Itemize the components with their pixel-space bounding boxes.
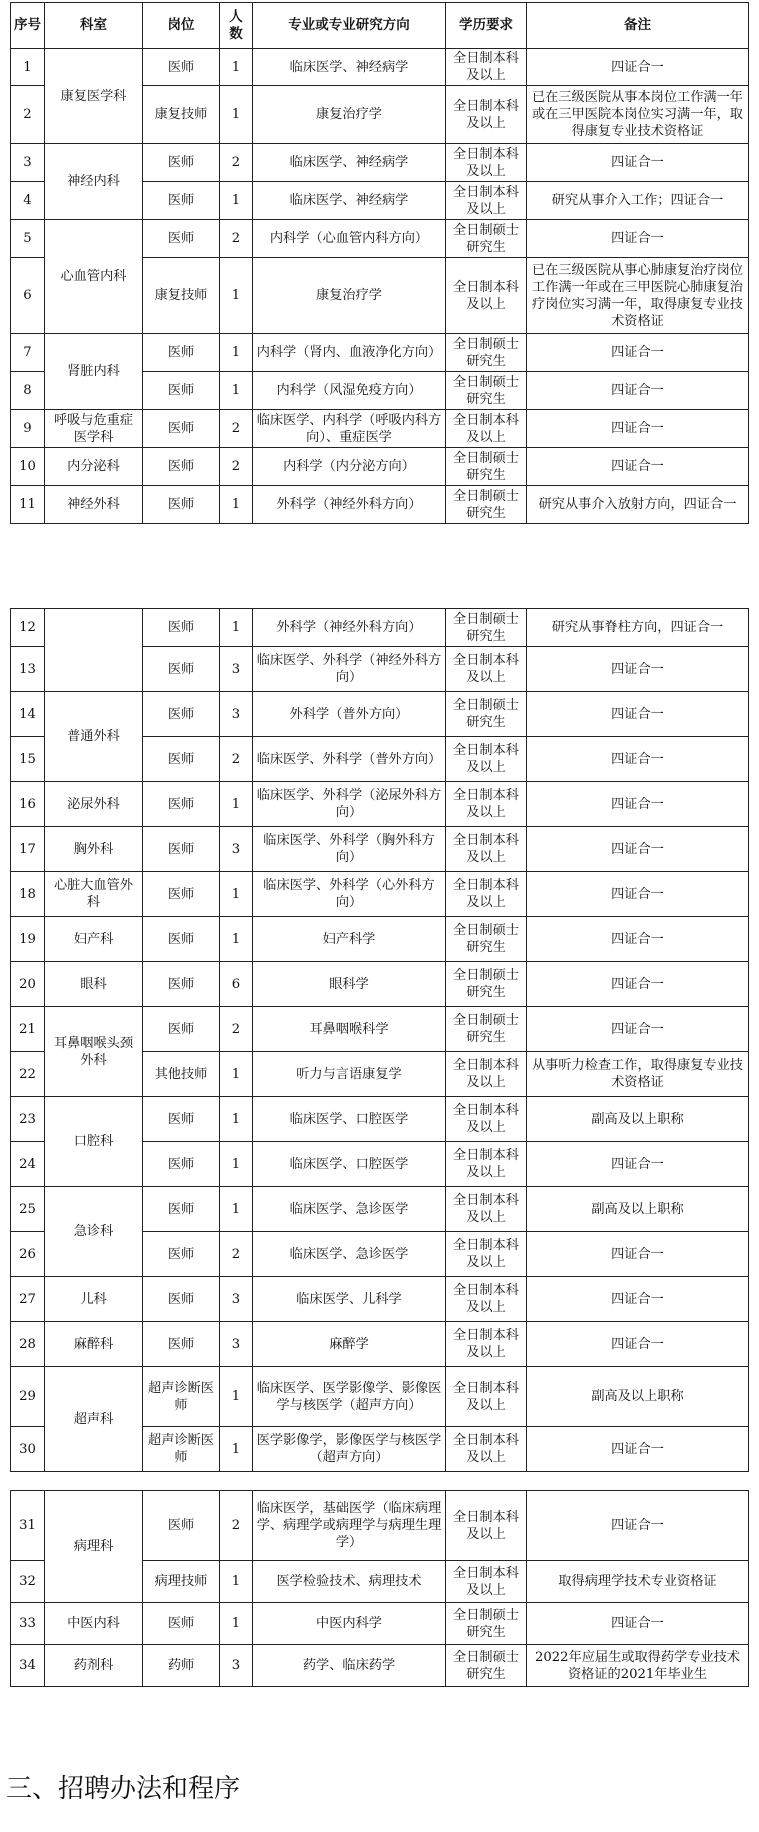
- row-note: 副高及以上职称: [527, 1367, 749, 1427]
- row-no: 30: [11, 1427, 45, 1472]
- row-post: 医师: [143, 448, 220, 486]
- table-row: [11, 827, 749, 872]
- recruitment-table-part-3: [10, 1490, 749, 1687]
- row-post: 医师: [143, 782, 220, 827]
- row-no: 26: [11, 1232, 45, 1277]
- row-no: 33: [11, 1603, 45, 1645]
- row-count: 2: [220, 1491, 253, 1561]
- row-no: 22: [11, 1052, 45, 1097]
- row-edu: 全日制本科及以上: [446, 182, 527, 220]
- row-no: 25: [11, 1187, 45, 1232]
- row-major: 临床医学、外科学（泌尿外科方向）: [253, 782, 446, 827]
- row-post: 医师: [143, 1142, 220, 1187]
- row-edu: 全日制本科及以上: [446, 1232, 527, 1277]
- row-major: 临床医学、神经病学: [253, 182, 446, 220]
- row-count: 2: [220, 1232, 253, 1277]
- row-note: 四证合一: [527, 1277, 749, 1322]
- table-row: [11, 1187, 749, 1232]
- table-row: [11, 334, 749, 372]
- row-note: 四证合一: [527, 1142, 749, 1187]
- table-row: [11, 1097, 749, 1142]
- row-dept: 超声科: [45, 1367, 143, 1472]
- row-note: 取得病理学技术专业资格证: [527, 1561, 749, 1603]
- row-note: 四证合一: [527, 1491, 749, 1561]
- row-post: 病理技师: [143, 1561, 220, 1603]
- row-count: 2: [220, 1007, 253, 1052]
- row-edu: 全日制本科及以上: [446, 144, 527, 182]
- row-note: 四证合一: [527, 647, 749, 692]
- row-edu: 全日制本科及以上: [446, 410, 527, 448]
- row-major: 康复治疗学: [253, 86, 446, 144]
- header-edu: 学历要求: [446, 3, 527, 49]
- row-dept: 病理科: [45, 1491, 143, 1603]
- table-row: [11, 692, 749, 737]
- row-major: 临床医学、急诊医学: [253, 1232, 446, 1277]
- row-dept: 中医内科: [45, 1603, 143, 1645]
- row-post: 医师: [143, 1277, 220, 1322]
- row-edu: 全日制本科及以上: [446, 827, 527, 872]
- table-row: [11, 1645, 749, 1687]
- row-no: 28: [11, 1322, 45, 1367]
- table-row: [11, 609, 749, 647]
- row-post: 超声诊断医师: [143, 1427, 220, 1472]
- row-edu: 全日制本科及以上: [446, 1427, 527, 1472]
- row-no: 3: [11, 144, 45, 182]
- row-major: 眼科学: [253, 962, 446, 1007]
- row-edu: 全日制硕士研究生: [446, 917, 527, 962]
- row-major: 内科学（内分泌方向）: [253, 448, 446, 486]
- row-edu: 全日制本科及以上: [446, 872, 527, 917]
- row-count: 2: [220, 410, 253, 448]
- row-note: 四证合一: [527, 1232, 749, 1277]
- row-major: 临床医学、神经病学: [253, 49, 446, 86]
- header-count: 人数: [220, 3, 253, 49]
- row-count: 1: [220, 258, 253, 334]
- table-row: [11, 872, 749, 917]
- row-note: 四证合一: [527, 144, 749, 182]
- row-count: 3: [220, 1322, 253, 1367]
- row-no: 20: [11, 962, 45, 1007]
- row-post: 医师: [143, 827, 220, 872]
- row-major: 外科学（神经外科方向）: [253, 609, 446, 647]
- row-note: 四证合一: [527, 1007, 749, 1052]
- header-note: 备注: [527, 3, 749, 49]
- row-count: 2: [220, 448, 253, 486]
- row-dept: 儿科: [45, 1277, 143, 1322]
- row-edu: 全日制本科及以上: [446, 737, 527, 782]
- row-post: 医师: [143, 49, 220, 86]
- row-post: 医师: [143, 1007, 220, 1052]
- row-note: 研究从事介入放射方向，四证合一: [527, 486, 749, 524]
- row-edu: 全日制本科及以上: [446, 1561, 527, 1603]
- row-post: 医师: [143, 1187, 220, 1232]
- row-note: 四证合一: [527, 372, 749, 410]
- row-edu: 全日制硕士研究生: [446, 692, 527, 737]
- row-note: 四证合一: [527, 1322, 749, 1367]
- row-no: 29: [11, 1367, 45, 1427]
- row-dept: 麻醉科: [45, 1322, 143, 1367]
- row-count: 1: [220, 86, 253, 144]
- row-note: 研究从事介入工作；四证合一: [527, 182, 749, 220]
- row-edu: 全日制硕士研究生: [446, 1603, 527, 1645]
- row-dept: 神经内科: [45, 144, 143, 220]
- row-count: 3: [220, 1645, 253, 1687]
- row-major: 医学检验技术、病理技术: [253, 1561, 446, 1603]
- row-note: 四证合一: [527, 872, 749, 917]
- row-major: 妇产科学: [253, 917, 446, 962]
- row-count: 1: [220, 182, 253, 220]
- row-dept: 内分泌科: [45, 448, 143, 486]
- row-post: 医师: [143, 334, 220, 372]
- table-row: [11, 782, 749, 827]
- row-note: 四证合一: [527, 1427, 749, 1472]
- row-edu: 全日制硕士研究生: [446, 962, 527, 1007]
- table-row: [11, 1367, 749, 1427]
- row-major: 外科学（普外方向）: [253, 692, 446, 737]
- row-major: 临床医学、医学影像学、影像医学与核医学（超声方向）: [253, 1367, 446, 1427]
- row-no: 31: [11, 1491, 45, 1561]
- row-edu: 全日制硕士研究生: [446, 486, 527, 524]
- row-dept: 妇产科: [45, 917, 143, 962]
- row-edu: 全日制本科及以上: [446, 258, 527, 334]
- row-edu: 全日制本科及以上: [446, 1097, 527, 1142]
- row-post: 医师: [143, 182, 220, 220]
- row-count: 1: [220, 782, 253, 827]
- row-count: 3: [220, 647, 253, 692]
- row-note: 四证合一: [527, 827, 749, 872]
- row-post: 医师: [143, 1603, 220, 1645]
- row-edu: 全日制硕士研究生: [446, 448, 527, 486]
- row-major: 医学影像学，影像医学与核医学（超声方向）: [253, 1427, 446, 1472]
- row-no: 19: [11, 917, 45, 962]
- row-note: 研究从事脊柱方向，四证合一: [527, 609, 749, 647]
- row-post: 医师: [143, 962, 220, 1007]
- row-post: 康复技师: [143, 86, 220, 144]
- row-no: 18: [11, 872, 45, 917]
- row-dept: 普通外科: [45, 692, 143, 782]
- row-note: 四证合一: [527, 410, 749, 448]
- row-note: 副高及以上职称: [527, 1097, 749, 1142]
- row-no: 21: [11, 1007, 45, 1052]
- row-dept: 心脏大血管外科: [45, 872, 143, 917]
- row-edu: 全日制硕士研究生: [446, 372, 527, 410]
- row-note: 四证合一: [527, 448, 749, 486]
- row-major: 外科学（神经外科方向）: [253, 486, 446, 524]
- row-edu: 全日制本科及以上: [446, 782, 527, 827]
- row-dept: 神经外科: [45, 486, 143, 524]
- row-edu: 全日制本科及以上: [446, 1322, 527, 1367]
- row-major: 临床医学、外科学（神经外科方向）: [253, 647, 446, 692]
- row-major: 听力与言语康复学: [253, 1052, 446, 1097]
- row-post: 医师: [143, 917, 220, 962]
- row-post: 医师: [143, 372, 220, 410]
- row-no: 34: [11, 1645, 45, 1687]
- row-edu: 全日制硕士研究生: [446, 220, 527, 258]
- row-count: 1: [220, 334, 253, 372]
- header-post: 岗位: [143, 3, 220, 49]
- row-count: 1: [220, 1052, 253, 1097]
- row-count: 1: [220, 1097, 253, 1142]
- row-count: 1: [220, 872, 253, 917]
- row-post: 医师: [143, 1097, 220, 1142]
- row-no: 16: [11, 782, 45, 827]
- row-dept: 耳鼻咽喉头颈外科: [45, 1007, 143, 1097]
- row-count: 1: [220, 609, 253, 647]
- row-note: 四证合一: [527, 49, 749, 86]
- row-count: 1: [220, 917, 253, 962]
- row-major: 临床医学、口腔医学: [253, 1097, 446, 1142]
- row-no: 11: [11, 486, 45, 524]
- table-row: [11, 1007, 749, 1052]
- row-count: 1: [220, 1427, 253, 1472]
- row-note: 四证合一: [527, 917, 749, 962]
- row-major: 中医内科学: [253, 1603, 446, 1645]
- table-row: [11, 220, 749, 258]
- row-major: 临床医学、外科学（胸外科方向）: [253, 827, 446, 872]
- row-no: 10: [11, 448, 45, 486]
- row-count: 1: [220, 1187, 253, 1232]
- row-dept: 康复医学科: [45, 49, 143, 144]
- row-count: 3: [220, 1277, 253, 1322]
- row-no: 8: [11, 372, 45, 410]
- table-row: [11, 410, 749, 448]
- row-edu: 全日制硕士研究生: [446, 334, 527, 372]
- row-no: 17: [11, 827, 45, 872]
- row-major: 内科学（心血管内科方向）: [253, 220, 446, 258]
- row-no: 23: [11, 1097, 45, 1142]
- table-row: [11, 1603, 749, 1645]
- row-no: 9: [11, 410, 45, 448]
- row-count: 6: [220, 962, 253, 1007]
- row-major: 临床医学、急诊医学: [253, 1187, 446, 1232]
- row-no: 24: [11, 1142, 45, 1187]
- row-no: 4: [11, 182, 45, 220]
- row-edu: 全日制本科及以上: [446, 647, 527, 692]
- table-row: [11, 486, 749, 524]
- table-row: [11, 962, 749, 1007]
- row-major: 药学、临床药学: [253, 1645, 446, 1687]
- row-dept: 急诊科: [45, 1187, 143, 1277]
- row-major: 内科学（肾内、血液净化方向）: [253, 334, 446, 372]
- row-edu: 全日制本科及以上: [446, 1367, 527, 1427]
- row-note: 四证合一: [527, 220, 749, 258]
- row-count: 1: [220, 49, 253, 86]
- row-edu: 全日制硕士研究生: [446, 1007, 527, 1052]
- row-post: 医师: [143, 872, 220, 917]
- row-post: 医师: [143, 737, 220, 782]
- row-post: 医师: [143, 1491, 220, 1561]
- row-edu: 全日制本科及以上: [446, 1052, 527, 1097]
- row-dept: 心血管内科: [45, 220, 143, 334]
- row-major: 临床医学、内科学（呼吸内科方向）、重症医学: [253, 410, 446, 448]
- row-no: 2: [11, 86, 45, 144]
- row-no: 32: [11, 1561, 45, 1603]
- header-no: 序号: [11, 3, 45, 49]
- row-note: 已在三级医院从事本岗位工作满一年或在三甲医院本岗位实习满一年，取得康复专业技术资格证: [527, 86, 749, 144]
- row-no: 7: [11, 334, 45, 372]
- row-post: 医师: [143, 220, 220, 258]
- row-major: 内科学（风湿免疫方向）: [253, 372, 446, 410]
- row-count: 1: [220, 1367, 253, 1427]
- row-count: 1: [220, 486, 253, 524]
- row-post: 其他技师: [143, 1052, 220, 1097]
- row-edu: 全日制本科及以上: [446, 86, 527, 144]
- row-dept: 呼吸与危重症医学科: [45, 410, 143, 448]
- table-row: [11, 1491, 749, 1561]
- row-dept: 药剂科: [45, 1645, 143, 1687]
- row-note: 四证合一: [527, 334, 749, 372]
- row-edu: 全日制本科及以上: [446, 1277, 527, 1322]
- row-post: 医师: [143, 144, 220, 182]
- row-dept: 胸外科: [45, 827, 143, 872]
- row-no: 14: [11, 692, 45, 737]
- row-no: 13: [11, 647, 45, 692]
- row-post: 药师: [143, 1645, 220, 1687]
- row-count: 3: [220, 692, 253, 737]
- section-heading: 三、招聘办法和程序: [6, 1774, 241, 1804]
- row-count: 2: [220, 144, 253, 182]
- row-note: 2022年应届生或取得药学专业技术资格证的2021年毕业生: [527, 1645, 749, 1687]
- row-count: 2: [220, 737, 253, 782]
- table-row: [11, 1322, 749, 1367]
- row-post: 医师: [143, 692, 220, 737]
- row-major: 麻醉学: [253, 1322, 446, 1367]
- row-no: 12: [11, 609, 45, 647]
- row-major: 临床医学、神经病学: [253, 144, 446, 182]
- row-count: 1: [220, 1603, 253, 1645]
- row-no: 1: [11, 49, 45, 86]
- row-major: 临床医学、儿科学: [253, 1277, 446, 1322]
- row-edu: 全日制本科及以上: [446, 1491, 527, 1561]
- row-note: 四证合一: [527, 692, 749, 737]
- row-note: 四证合一: [527, 1603, 749, 1645]
- recruitment-table-part-1: [10, 2, 749, 524]
- row-count: 3: [220, 827, 253, 872]
- row-no: 6: [11, 258, 45, 334]
- row-note: 四证合一: [527, 782, 749, 827]
- header-dept: 科室: [45, 3, 143, 49]
- row-major: 临床医学、外科学（心外科方向）: [253, 872, 446, 917]
- row-post: 医师: [143, 486, 220, 524]
- row-note: 副高及以上职称: [527, 1187, 749, 1232]
- row-no: 27: [11, 1277, 45, 1322]
- table-row: [11, 1277, 749, 1322]
- row-note: 从事听力检查工作，取得康复专业技术资格证: [527, 1052, 749, 1097]
- table-row: [11, 144, 749, 182]
- row-post: 医师: [143, 609, 220, 647]
- row-no: 5: [11, 220, 45, 258]
- row-dept: 口腔科: [45, 1097, 143, 1187]
- row-major: 临床医学，基础医学（临床病理学、病理学或病理学与病理生理学）: [253, 1491, 446, 1561]
- row-count: 1: [220, 1142, 253, 1187]
- row-post: 医师: [143, 410, 220, 448]
- row-count: 1: [220, 1561, 253, 1603]
- table-header-row: [11, 3, 749, 49]
- row-edu: 全日制硕士研究生: [446, 1645, 527, 1687]
- row-count: 1: [220, 372, 253, 410]
- header-major: 专业或专业研究方向: [253, 3, 446, 49]
- row-note: 已在三级医院从事心肺康复治疗岗位工作满一年或在三甲医院心肺康复治疗岗位实习满一年，取得康复专业技术资格证: [527, 258, 749, 334]
- row-major: 临床医学、外科学（普外方向）: [253, 737, 446, 782]
- row-dept: 泌尿外科: [45, 782, 143, 827]
- row-post: 康复技师: [143, 258, 220, 334]
- row-edu: 全日制硕士研究生: [446, 609, 527, 647]
- table-row: [11, 448, 749, 486]
- row-major: 耳鼻咽喉科学: [253, 1007, 446, 1052]
- row-dept: [45, 609, 143, 692]
- recruitment-table-part-2: [10, 608, 749, 1472]
- row-post: 超声诊断医师: [143, 1367, 220, 1427]
- row-dept: 眼科: [45, 962, 143, 1007]
- row-count: 2: [220, 220, 253, 258]
- row-edu: 全日制本科及以上: [446, 1187, 527, 1232]
- table-row: [11, 49, 749, 86]
- row-edu: 全日制本科及以上: [446, 1142, 527, 1187]
- row-post: 医师: [143, 1322, 220, 1367]
- row-note: 四证合一: [527, 737, 749, 782]
- row-note: 四证合一: [527, 962, 749, 1007]
- table-row: [11, 917, 749, 962]
- row-post: 医师: [143, 647, 220, 692]
- row-edu: 全日制本科及以上: [446, 49, 527, 86]
- row-major: 临床医学、口腔医学: [253, 1142, 446, 1187]
- row-dept: 肾脏内科: [45, 334, 143, 410]
- row-major: 康复治疗学: [253, 258, 446, 334]
- row-post: 医师: [143, 1232, 220, 1277]
- row-no: 15: [11, 737, 45, 782]
